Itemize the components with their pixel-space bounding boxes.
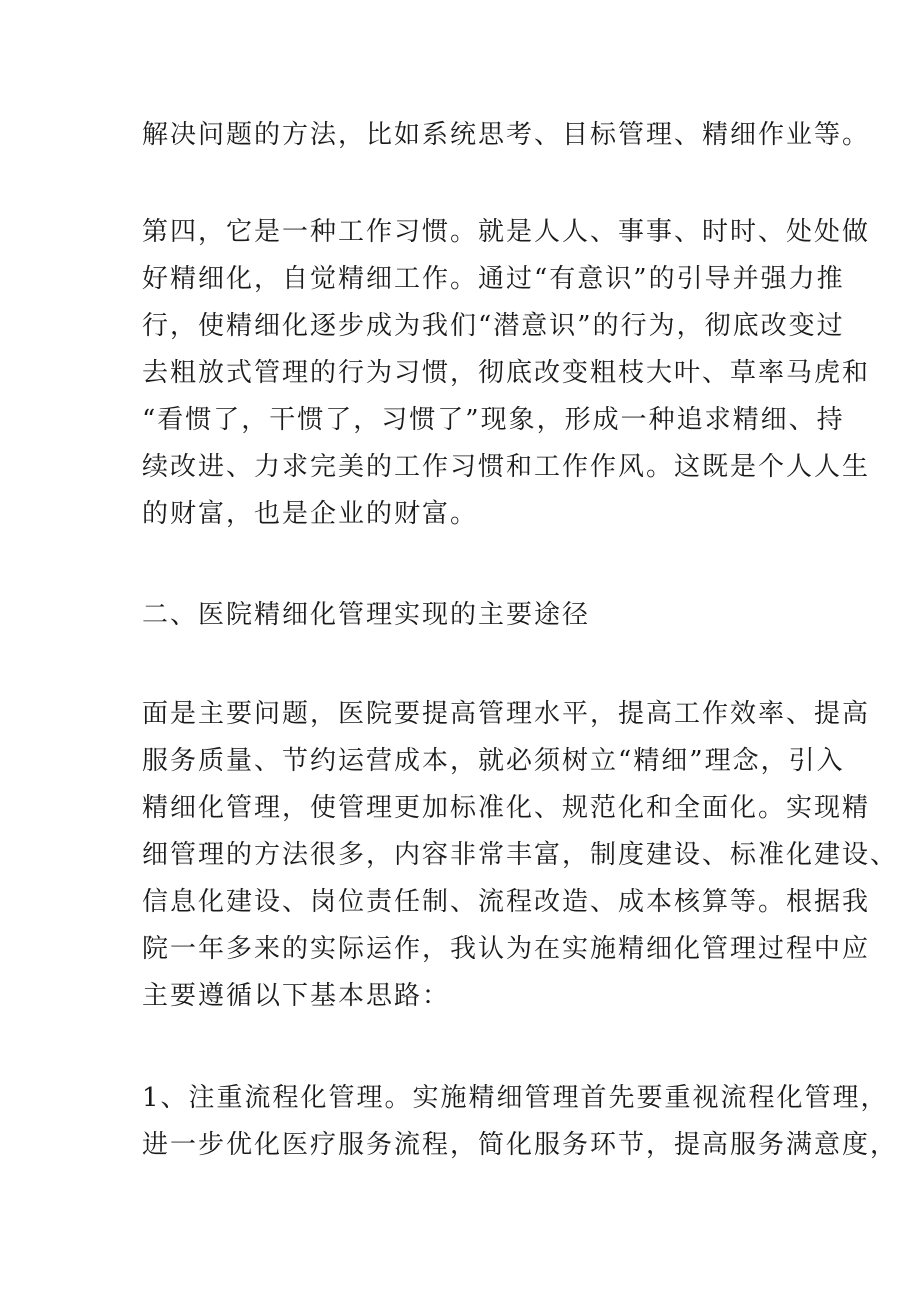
text-line: 面是主要问题，医院要提高管理水平，提高工作效率、提高 bbox=[142, 699, 871, 729]
text-line: 的财富，也是企业的财富。 bbox=[142, 499, 479, 529]
text-line: 1、注重流程化管理。实施精细管理首先要重视流程化管理， bbox=[142, 1083, 889, 1113]
text-line: 信息化建设、岗位责任制、流程改造、成本核算等。根据我 bbox=[142, 887, 871, 917]
text-line: 续改进、力求完美的工作习惯和工作作风。这既是个人人生 bbox=[142, 452, 871, 482]
text-line: 解决问题的方法，比如系统思考、目标管理、精细作业等。 bbox=[142, 120, 871, 150]
text-line: 好精细化，自觉精细工作。通过“有意识”的引导并强力推 bbox=[142, 264, 845, 294]
text-line: 院一年多来的实际运作，我认为在实施精细化管理过程中应 bbox=[142, 934, 871, 964]
text-line: 第四，它是一种工作习惯。就是人人、事事、时时、处处做 bbox=[142, 217, 871, 247]
text-line: 主要遵循以下基本思路： bbox=[142, 981, 451, 1011]
section-heading: 二、医院精细化管理实现的主要途径 bbox=[142, 600, 591, 630]
text-line: 进一步优化医疗服务流程，简化服务环节，提高服务满意度， bbox=[142, 1130, 899, 1160]
text-line: 细管理的方法很多，内容非常丰富，制度建设、标准化建设、 bbox=[142, 840, 899, 870]
text-line: 精细化管理，使管理更加标准化、规范化和全面化。实现精 bbox=[142, 793, 871, 823]
text-line: 行，使精细化逐步成为我们“潜意识”的行为，彻底改变过 bbox=[142, 311, 845, 341]
text-line: “看惯了，干惯了，习惯了”现象，形成一种追求精细、持 bbox=[142, 405, 845, 435]
text-line: 服务质量、节约运营成本，就必须树立“精细”理念，引入 bbox=[142, 746, 845, 776]
text-line: 去粗放式管理的行为习惯，彻底改变粗枝大叶、草率马虎和 bbox=[142, 358, 871, 388]
